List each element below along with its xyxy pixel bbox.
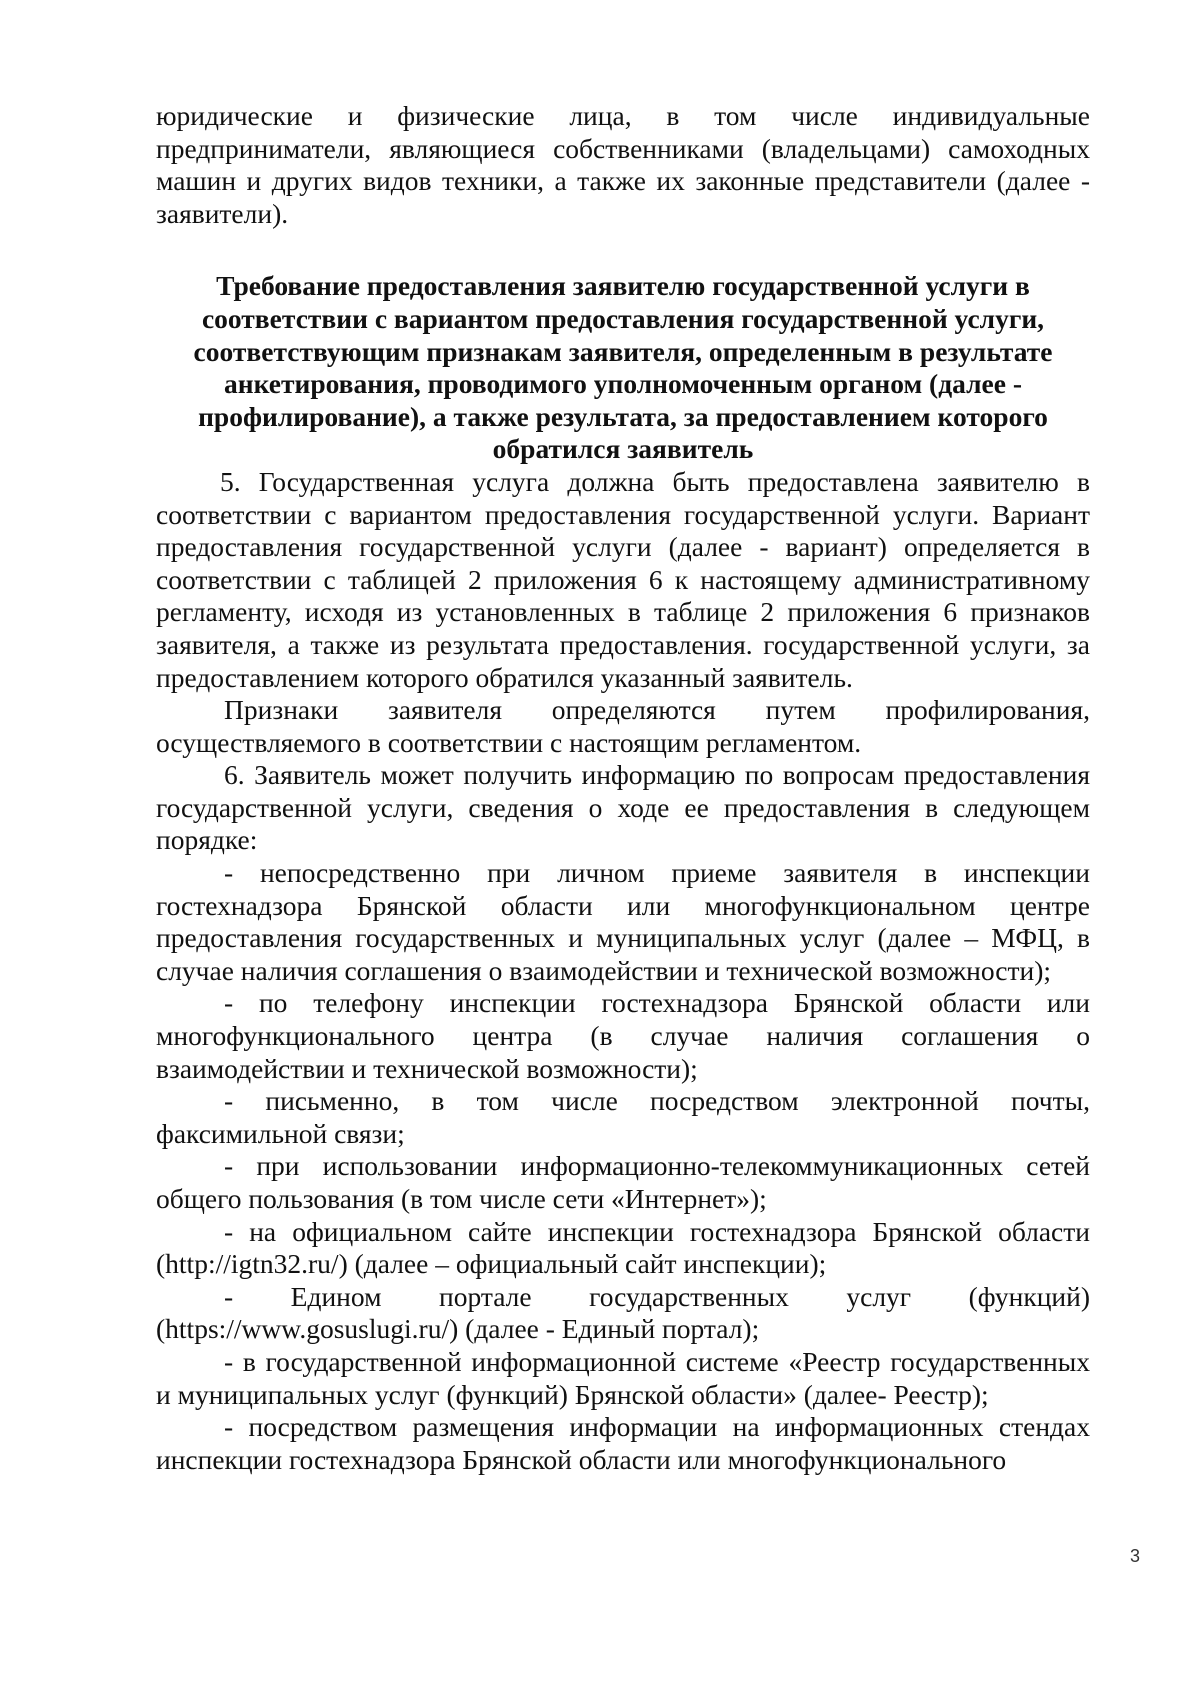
list-item: - письменно, в том числе посредством электронной почты, факсимильной связи;	[156, 1085, 1090, 1149]
page-body	[156, 100, 1090, 1476]
list-item: - при использовании информационно-телекоммуникационных сетей общего пользования (в том числе сети «Интернет»);	[156, 1150, 1090, 1214]
list-item: - по телефону инспекции гостехнадзора Брянской области или многофункционального центра (в случае наличия соглашения о взаимодействии и технической возможности);	[156, 987, 1090, 1084]
section-heading: Требование предоставления заявителю государственной услуги в соответствии с вариантом предоставления государственной услуги, соответствующим признакам заявителя, определенным в результате анкетирования, проводимого уполномоченным органом (далее - профилирование), а также результата, за предоставлением которого обратился заявитель	[193, 270, 1053, 465]
paragraph-5-applicant-signs: Признаки заявителя определяются путем профилирования, осуществляемого в соответствии с настоящим регламентом.	[156, 694, 1090, 758]
paragraph-5: 5. Государственная услуга должна быть предоставлена заявителю в соответствии с вариантом предоставления государственной услуги. Вариант предоставления государственной услуги (далее - вариант) определяется в соответствии с таблицей 2 приложения 6 к настоящему административному регламенту, исходя из установленных в таблице 2 приложения 6 признаков заявителя, а также из результата предоставления. государственной услуги, за предоставлением которого обратился указанный заявитель.	[156, 465, 1090, 693]
list-item: - на официальном сайте инспекции гостехнадзора Брянской области (http://igtn32.ru/) (далее – официальный сайт инспекции);	[156, 1215, 1090, 1280]
list-item: - посредством размещения информации на информационных стендах инспекции гостехнадзора Брянской области или многофункционального	[156, 1411, 1090, 1475]
paragraph-6: 6. Заявитель может получить информацию по вопросам предоставления государственной услуги, сведения о ходе ее предоставления в следующем порядке:	[156, 759, 1090, 856]
page-number: 3	[1129, 1546, 1140, 1566]
list-item: - Едином портале государственных услуг (функций) (https://www.gosuslugi.ru/) (далее - Единый портал);	[156, 1280, 1090, 1345]
intro-paragraph: юридические и физические лица, в том числе индивидуальные предприниматели, являющиеся собственниками (владельцами) самоходных машин и других видов техники, а также их законные представители (далее - заявители).	[156, 100, 1090, 229]
list-item: - непосредственно при личном приеме заявителя в инспекции гостехнадзора Брянской области или многофункциональном центре предоставления государственных и муниципальных услуг (далее – МФЦ, в случае наличия соглашения о взаимодействии и технической возможности);	[156, 857, 1090, 986]
list-item: - в государственной информационной системе «Реестр государственных и муниципальных услуг (функций) Брянской области» (далее- Реестр);	[156, 1345, 1090, 1410]
